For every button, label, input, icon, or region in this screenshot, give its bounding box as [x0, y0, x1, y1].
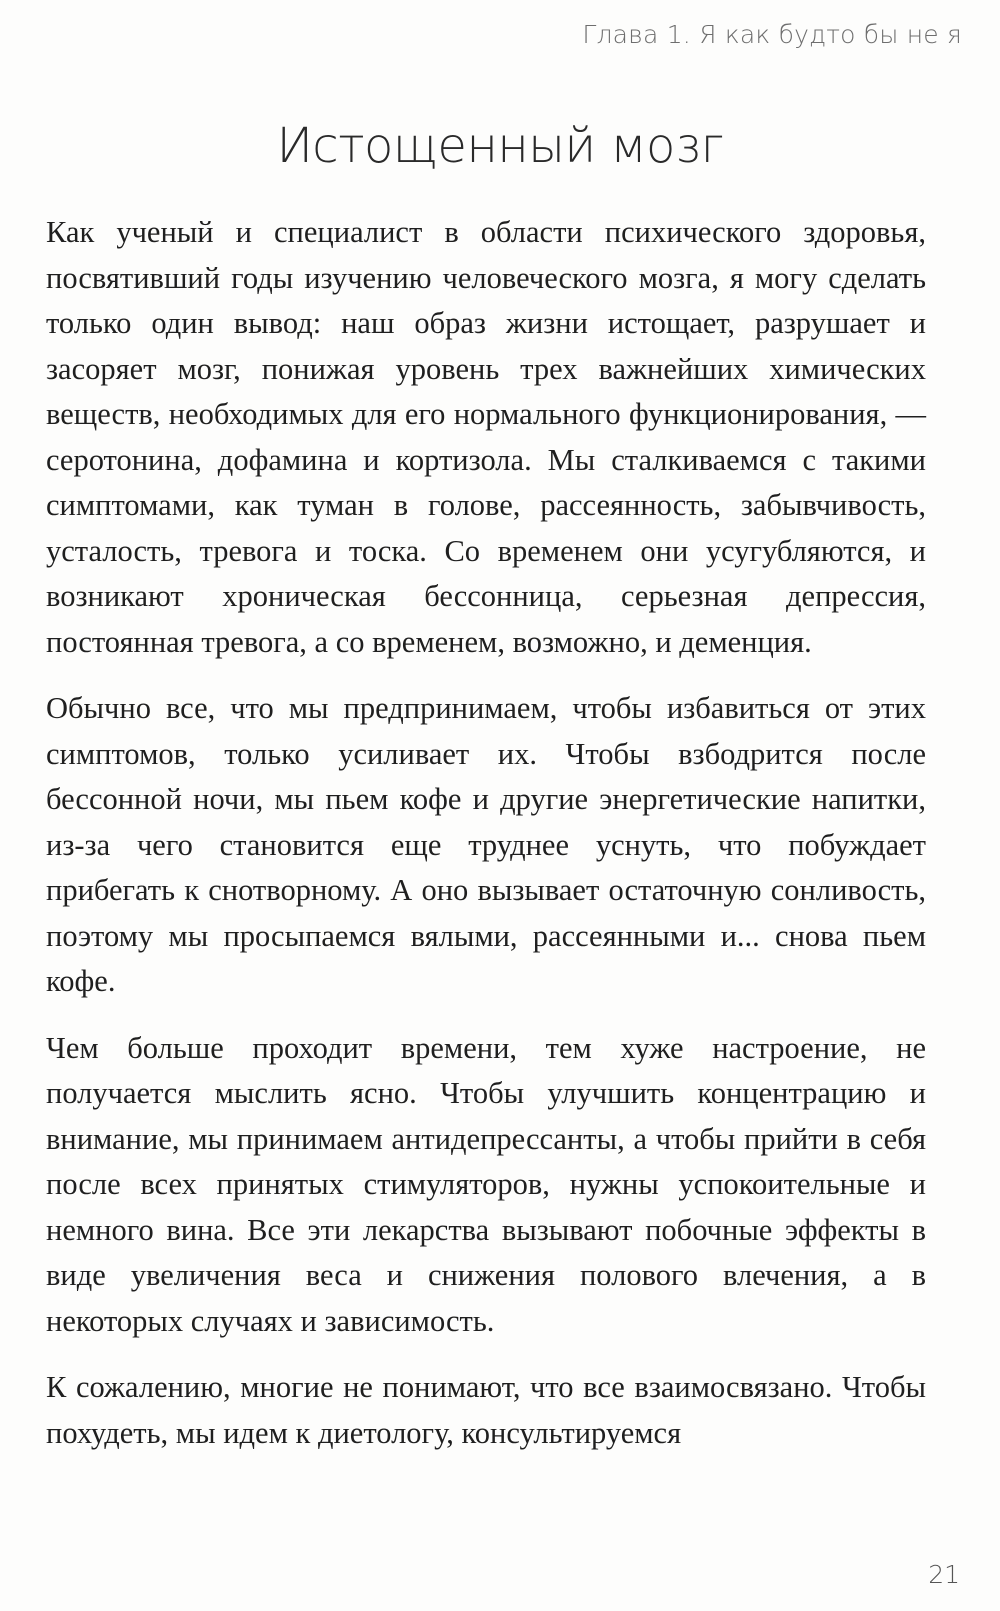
page-number: 21 — [928, 1560, 960, 1589]
paragraph-1: Как ученый и специалист в области психического здоровья, посвятивший годы изучению человеческого мозга, я могу сделать только один вывод: наш образ жизни истощает, разрушает и засоряет мозг, понижая уровень трех важнейших химических веществ, необходимых для его нормального функционирования, — серотонина, дофамина и кортизола. Мы сталкиваемся с такими симптомами, как туман в голове, рассеянность, забывчивость, усталость, тревога и тоска. Со временем они усугубляются, и возникают хроническая бессонница, серьезная депрессия, постоянная тревога, а со временем, возможно, и деменция. — [46, 215, 926, 659]
paragraph-4: К сожалению, многие не понимают, что все взаимосвязано. Чтобы похудеть, мы идем к диетологу, консультируемся — [46, 1370, 926, 1450]
paragraph-3: Чем больше проходит времени, тем хуже настроение, не получается мыслить ясно. Чтобы улучшить концентрацию и внимание, мы принимаем антидепрессанты, а чтобы прийти в себя после всех принятых стимуляторов, нужны успокоительные и немного вина. Все эти лекарства вызывают побочные эффекты в виде увеличения веса и снижения полового влечения, а в некоторых случаях и зависимость. — [46, 1030, 926, 1338]
section-title: Истощенный мозг — [276, 118, 724, 174]
paragraph-2: Обычно все, что мы предпринимаем, чтобы избавиться от этих симптомов, только усиливает их. Чтобы взбодрится после бессонной ночи, мы пьем кофе и другие энергетические напитки, из-за чего становится еще труднее уснуть, что побуждает прибегать к снотворному. А оно вызывает остаточную сонливость, поэтому мы просыпаемся вялыми, рассеянными и... снова пьем кофе. — [46, 691, 926, 998]
body-text — [46, 210, 926, 1477]
running-header: Глава 1. Я как будто бы не я — [582, 20, 962, 49]
